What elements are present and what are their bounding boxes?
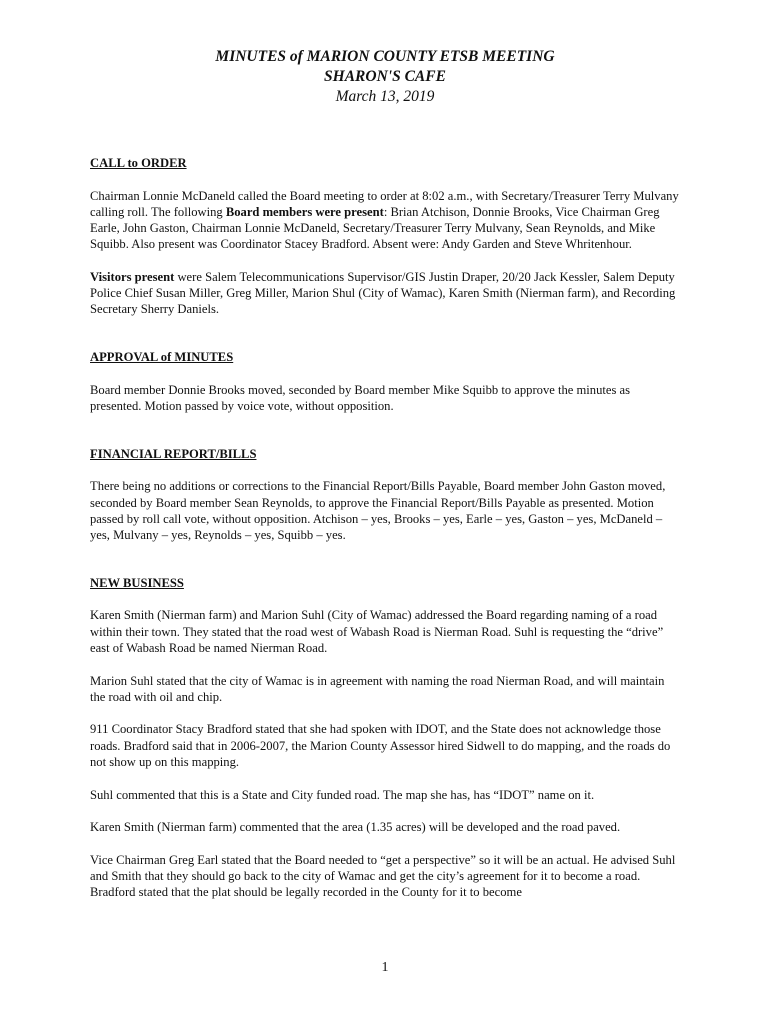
visitors-paragraph xyxy=(90,269,682,318)
paragraph: Board member Donnie Brooks moved, seconded by Board member Mike Squibb to approve the minutes as presented. Motion passed by voice vote, without opposition. xyxy=(90,382,631,414)
paragraph: 911 Coordinator Stacy Bradford stated that she had spoken with IDOT, and the State does not acknowledge those roads. Bradford said that in 2006-2007, the Marion County Assessor hired Sidwell to do mapping, and the roads do not show up on this mapping. xyxy=(90,722,671,769)
section-spacer xyxy=(90,334,682,349)
section-approval-of-minutes xyxy=(90,349,682,414)
paragraph: Suhl commented that this is a State and City funded road. The map she has, has “IDOT” name on it. xyxy=(90,787,595,802)
section-heading: APPROVAL of MINUTES xyxy=(90,350,234,365)
paragraph-text: : Brian Atchison, Donnie Brooks, Vice Chairman Greg Earle, John Gaston, Chairman Lonnie McDaneld, Secretary/Treasurer Terry Mulvany, Sean Reynolds, and Mike Squibb. Also present was Coordinator Stacey Bradford. Absent were: Andy Garden and Steve Whritenhour. xyxy=(90,204,660,252)
paragraph: Vice Chairman Greg Earl stated that the Board needed to “get a perspective” so it will be an actual. He advised Suhl and Smith that they should go back to the city of Wamac and get the city’s agreement for it to become a road. Bradford stated that the plat should be legally recorded in the County for it to become xyxy=(90,852,676,900)
page-number: 1 xyxy=(381,960,389,975)
document-title: MINUTES of MARION COUNTY ETSB MEETING xyxy=(215,48,555,65)
section-heading: CALL to ORDER xyxy=(90,156,187,170)
document-header xyxy=(0,47,770,107)
paragraph: Marion Suhl stated that the city of Wamac is in agreement with naming the road Nierman Road, and will maintain the road with oil and chip. xyxy=(90,673,665,704)
section-spacer xyxy=(90,560,682,575)
paragraph-text: were Salem Telecommunications Supervisor/GIS Justin Draper, 20/20 Jack Kessler, Salem Deputy Police Chief Susan Miller, Greg Miller, Marion Shul (City of Wamac), Karen Smith (Nierman farm), and Recording Secretary Sherry Daniels. xyxy=(90,270,676,317)
bold-phrase: Board members were present xyxy=(225,204,384,219)
section-spacer xyxy=(90,431,682,446)
meeting-location: SHARON'S CAFE xyxy=(324,68,446,85)
paragraph: There being no additions or corrections to the Financial Report/Bills Payable, Board member John Gaston moved, seconded by Board member Sean Reynolds, to approve the Financial Report/Bills Payable as presented. Motion passed by roll call vote, without opposition. Atchison – yes, Brooks – yes, Earle – yes, Gaston – yes, McDaneld – yes, Mulvany – yes, Reynolds – yes, Squibb – yes. xyxy=(90,479,666,543)
document-body xyxy=(90,155,682,917)
paragraph: Karen Smith (Nierman farm) commented that the area (1.35 acres) will be developed and the road paved. xyxy=(90,820,621,835)
paragraph: Karen Smith (Nierman farm) and Marion Suhl (City of Wamac) addressed the Board regarding naming of a road within their town. They stated that the road west of Wabash Road is Nierman Road. Suhl is requesting the “drive” east of Wabash Road be named Nierman Road. xyxy=(90,608,664,655)
bold-phrase: Visitors present xyxy=(90,270,175,285)
section-heading: FINANCIAL REPORT/BILLS xyxy=(90,446,257,461)
section-financial-report xyxy=(90,446,682,544)
section-new-business xyxy=(90,575,682,901)
section-heading: NEW BUSINESS xyxy=(90,575,184,590)
section-call-to-order xyxy=(90,155,682,318)
attendance-paragraph xyxy=(90,188,682,253)
paragraph-text: Chairman Lonnie McDaneld called the Board meeting to order at 8:02 a.m., with Secretary/Treasurer Terry Mulvany calling roll. The following xyxy=(90,188,679,219)
meeting-date: March 13, 2019 xyxy=(335,88,435,105)
